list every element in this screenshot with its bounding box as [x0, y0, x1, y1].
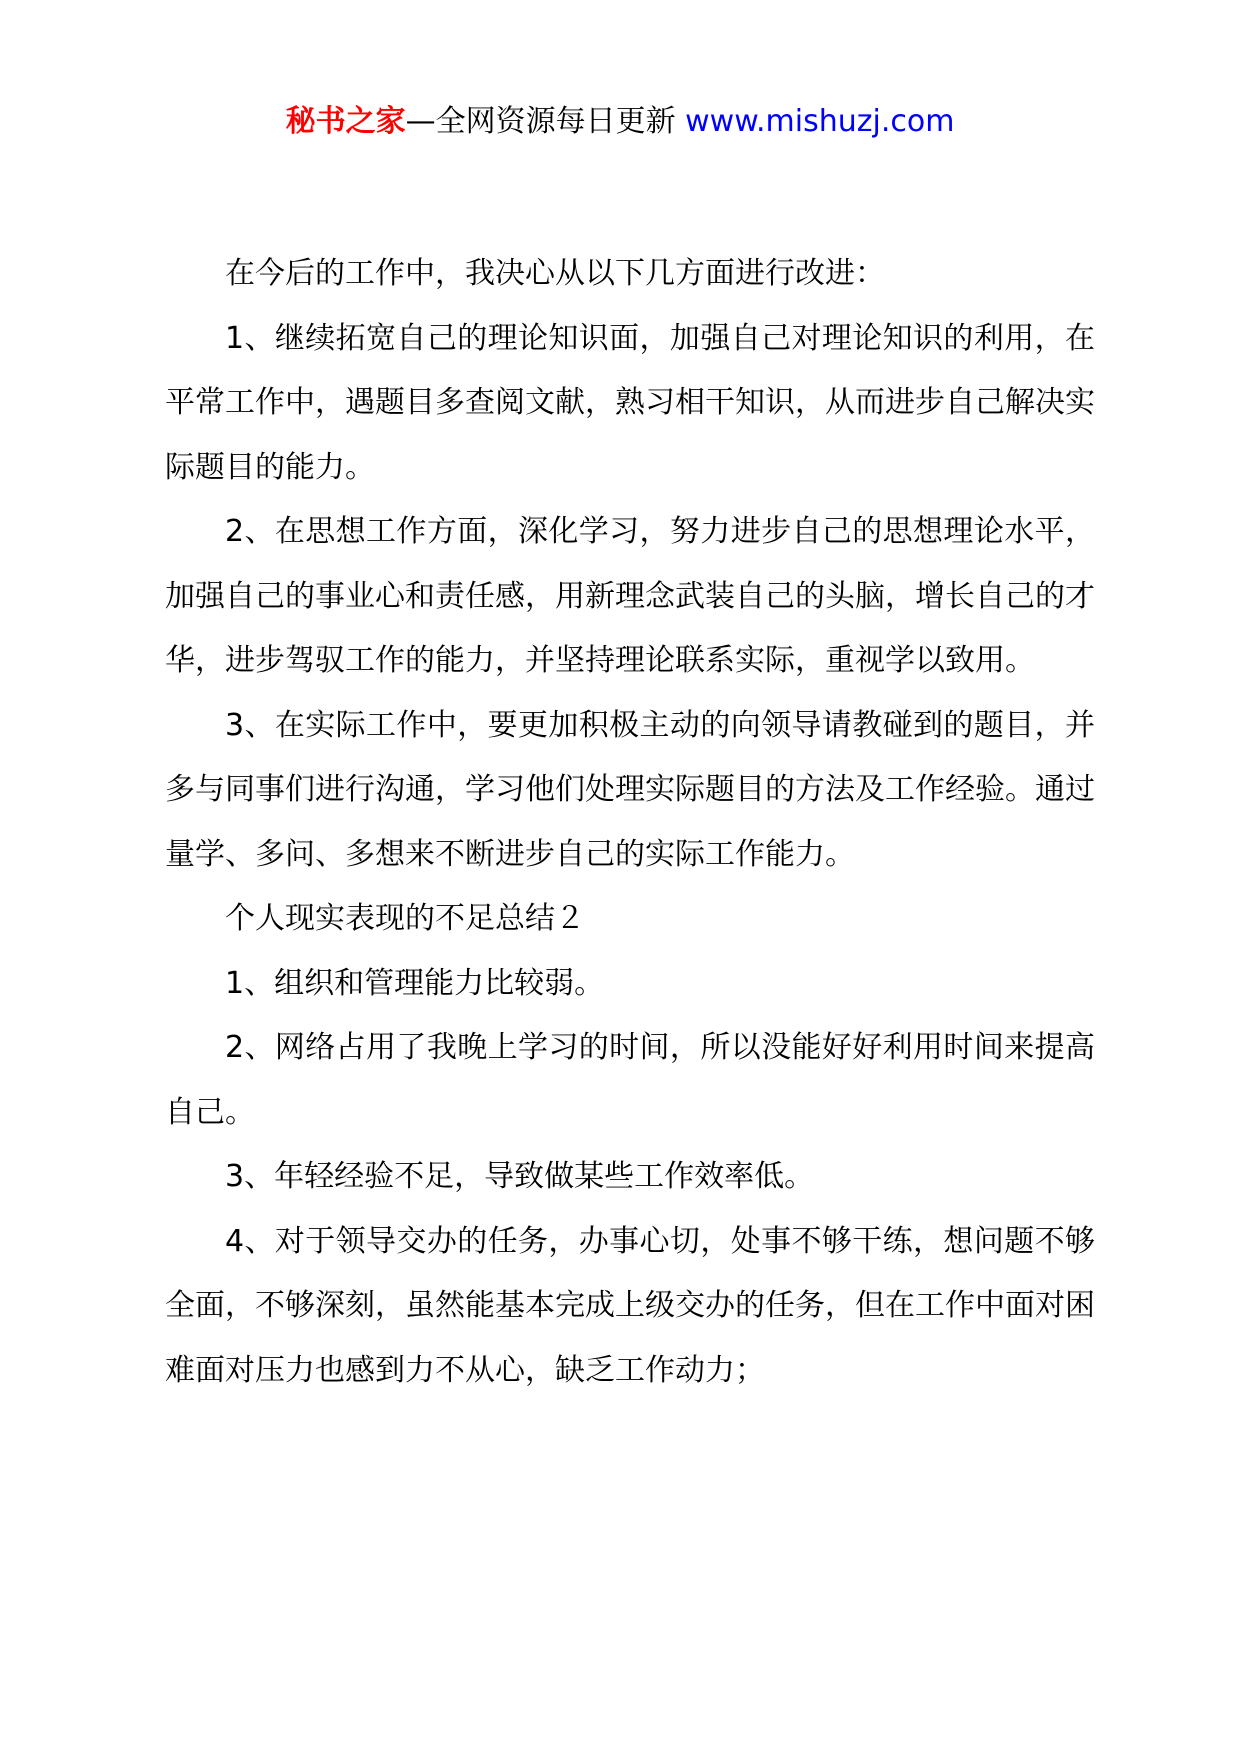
paragraph-item-2: 2、在思想工作方面，深化学习，努力进步自己的思想理论水平，加强自己的事业心和责任感，用新理念武装自己的头脑，增长自己的才华，进步驾驭工作的能力，并坚持理论联系实际，重视学以致用。 [165, 514, 1095, 678]
website-url: www.mishuzj.com [685, 104, 955, 139]
paragraph-intro: 在今后的工作中，我决心从以下几方面进行改进： [225, 256, 885, 291]
paragraph-item-3: 3、在实际工作中，要更加积极主动的向领导请教碰到的题目，并多与同事们进行沟通，学习他们处理实际题目的方法及工作经验。通过量学、多问、多想来不断进步自己的实际工作能力。 [165, 707, 1095, 872]
section-heading: 个人现实表现的不足总结２ [225, 901, 585, 936]
paragraph-shortcoming-1: 1、组织和管理能力比较弱。 [225, 965, 605, 1001]
header-tagline: —全网资源每日更新 [405, 104, 686, 139]
paragraph-item-1: 1、继续拓宽自己的理论知识面，加强自己对理论知识的利用，在平常工作中，遇题目多查阅文献，熟习相干知识，从而进步自己解决实际题目的能力。 [165, 320, 1095, 485]
paragraph-shortcoming-4: 4、对于领导交办的任务，办事心切，处事不够干练，想问题不够全面，不够深刻，虽然能基本完成上级交办的任务，但在工作中面对困难面对压力也感到力不从心，缺乏工作动力； [165, 1223, 1095, 1388]
paragraph-shortcoming-2: 2、网络占用了我晚上学习的时间，所以没能好好利用时间来提高自己。 [165, 1030, 1095, 1130]
brand-name: 秘书之家 [285, 104, 406, 139]
paragraph-shortcoming-3: 3、年轻经验不足，导致做某些工作效率低。 [225, 1159, 815, 1194]
document-body [165, 242, 1095, 1403]
page-header [0, 100, 1240, 144]
